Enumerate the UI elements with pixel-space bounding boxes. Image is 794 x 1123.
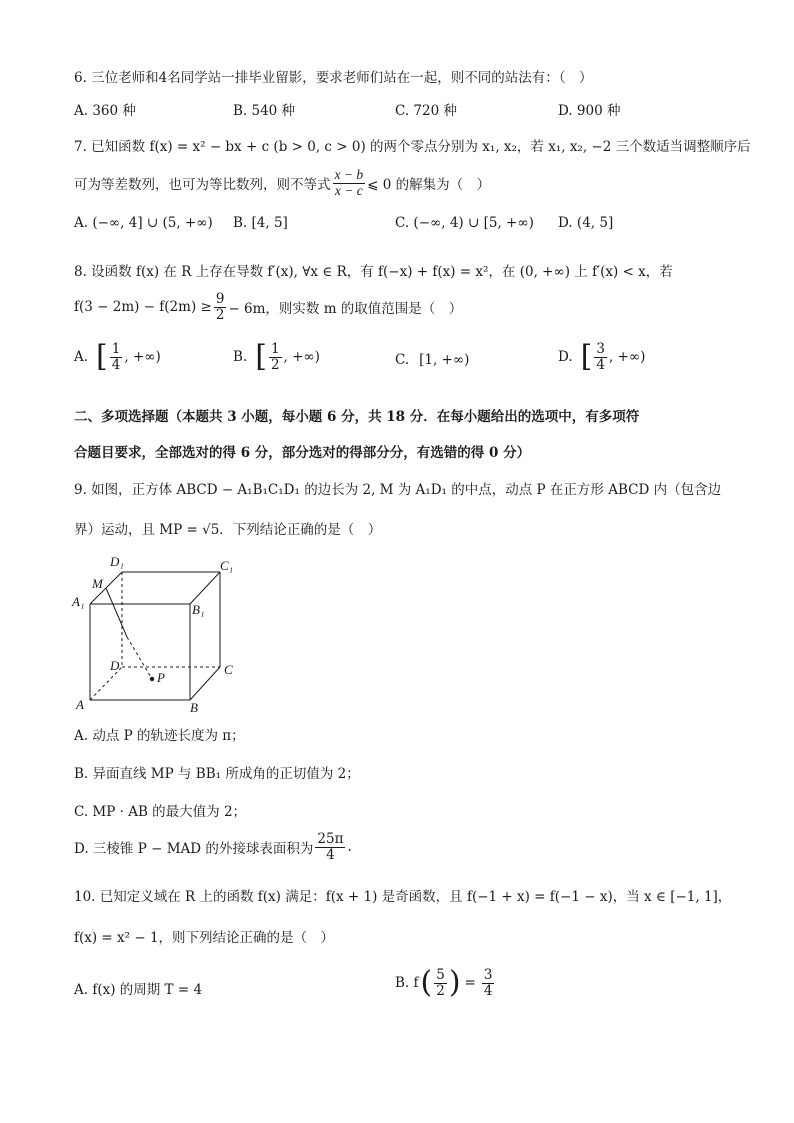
- q10-option-b-equals: =: [464, 975, 476, 992]
- label-a1: A₁: [72, 594, 85, 609]
- q8-line2-text: f(3 − 2m) − f(2m) ≥: [74, 299, 212, 316]
- q8-fraction-numerator: 9: [215, 291, 225, 307]
- q8-option-b-num: 1: [270, 341, 280, 357]
- q6-option-c: C. 720 种: [395, 103, 457, 119]
- q8-option-a-tail: , +∞): [124, 349, 161, 366]
- q8-option-d-label: D.: [558, 349, 573, 366]
- q6-option-b: B. 540 种: [233, 103, 296, 119]
- q8-option-d: [558, 339, 646, 375]
- q8-option-b-tail: , +∞): [283, 349, 320, 366]
- segment-m-p-solid: [106, 588, 127, 637]
- q9-option-d-num: 25π: [317, 831, 344, 847]
- q8-option-d-fraction: [594, 342, 607, 373]
- q9-option-b: B. 异面直线 MP 与 BB₁ 所成角的正切值为 2；: [74, 766, 360, 782]
- q7-fraction-denominator: x − c: [334, 182, 363, 198]
- q9-cube-figure: [70, 552, 250, 714]
- label-c: C: [224, 662, 233, 677]
- q8-option-b-bracket: [: [255, 339, 267, 375]
- q7-line2-text: 可为等差数列，也可为等比数列，则不等式: [74, 177, 331, 194]
- q8-option-a: [74, 339, 161, 375]
- q8-fraction: [214, 292, 227, 323]
- q10-option-a: A. f(x) 的周期 T = 4: [74, 982, 203, 998]
- q7-line2: [74, 168, 490, 199]
- q7-line1: 7. 已知函数 f(x) = x² − bx + c (b > 0, c > 0) 的两个零点分别为 x₁, x₂，若 x₁, x₂, −2 三个数适当调整顺序后: [74, 139, 751, 155]
- label-a: A: [76, 697, 84, 712]
- q8-line1: 8. 设函数 f(x) 在 R 上存在导数 f′(x), ∀x ∈ R，有 f(−x) + f(x) = x²，在 (0, +∞) 上 f′(x) < x，若: [74, 264, 673, 280]
- q9-option-d-den: 4: [326, 846, 335, 863]
- q9-option-d-tail: .: [347, 839, 352, 856]
- q8-option-a-num: 1: [111, 341, 121, 357]
- q7-fraction-numerator: x − b: [334, 167, 364, 182]
- q8-option-d-tail: , +∞): [608, 349, 646, 366]
- q10-line1: 10. 已知定义域在 R 上的函数 f(x) 满足：f(x + 1) 是奇函数，且 f(−1 + x) = f(−1 − x)，当 x ∈ [−1, 1]，: [74, 889, 732, 905]
- q7-option-b: B. [4, 5]: [233, 215, 288, 231]
- label-d1: D₁: [110, 554, 124, 569]
- section2-heading-line1: 二、多项选择题（本题共 3 小题，每小题 6 分，共 18 分．在每小题给出的选项中，有多项符: [74, 409, 640, 425]
- q8-option-a-fraction: [110, 342, 123, 373]
- q8-option-a-den: 4: [111, 356, 121, 373]
- q8-option-d-den: 4: [596, 356, 605, 373]
- label-m: M: [92, 576, 103, 591]
- label-p: P: [157, 670, 165, 685]
- q7-fraction: [333, 168, 366, 199]
- q8-option-c-text: [1, +∞): [419, 352, 470, 368]
- label-b: B: [190, 700, 198, 714]
- q8-option-b-den: 2: [270, 356, 280, 373]
- section2-heading-line2: 合题目要求，全部选对的得 6 分，部分选对的得部分分，有选错的得 0 分）: [74, 445, 531, 461]
- q8-option-b-label: B.: [233, 349, 248, 366]
- q6-stem: 6. 三位老师和4名同学站一排毕业留影，要求老师们站在一起，则不同的站法有：（ ）: [74, 70, 593, 86]
- q10-option-b-text: B. f: [395, 975, 419, 992]
- label-c1: C₁: [220, 558, 234, 573]
- q9-option-a: A. 动点 P 的轨迹长度为 π；: [74, 728, 245, 744]
- q10-option-b-inner-fraction: [434, 968, 447, 999]
- q8-fraction-denominator: 2: [215, 306, 225, 323]
- q10-option-b-den: 4: [483, 982, 493, 999]
- q9-line2: 界）运动，且 MP = √5．下列结论正确的是（ ）: [74, 522, 382, 538]
- q8-option-d-bracket: [: [580, 339, 593, 375]
- segment-m-p-dashed: [127, 637, 152, 679]
- point-p: [150, 677, 154, 681]
- q8-option-b-fraction: [269, 342, 282, 373]
- q10-option-b-lparen: (: [420, 965, 433, 1001]
- q10-option-b-inner-num: 5: [436, 967, 445, 983]
- q9-line1: 9. 如图，正方体 ABCD − A₁B₁C₁D₁ 的边长为 2, M 为 A₁D₁ 的中点，动点 P 在正方形 ABCD 内（包含边: [74, 482, 722, 498]
- q7-option-d: D. (4, 5]: [558, 215, 614, 231]
- q10-line2: f(x) = x² − 1，则下列结论正确的是（ ）: [74, 930, 335, 946]
- q8-option-a-bracket: [: [96, 339, 108, 375]
- q10-option-b-inner-den: 2: [436, 982, 445, 999]
- edge-b-c: [190, 667, 220, 700]
- q9-option-c: C. MP · AB 的最大值为 2；: [74, 804, 247, 820]
- q6-option-d: D. 900 种: [558, 103, 621, 119]
- edge-b1-c1: [190, 572, 220, 604]
- q9-option-d-text: D. 三棱锥 P − MAD 的外接球表面积为: [74, 841, 314, 858]
- q9-option-d: [74, 832, 352, 863]
- q6-option-a: A. 360 种: [74, 103, 136, 119]
- q7-option-c: C. (−∞, 4) ∪ [5, +∞): [395, 215, 534, 231]
- q9-option-d-fraction: [315, 832, 345, 863]
- label-b1: B₁: [192, 602, 205, 617]
- q7-option-a: A. (−∞, 4] ∪ (5, +∞): [74, 215, 213, 231]
- q8-option-d-num: 3: [596, 341, 605, 357]
- q10-option-b: [395, 965, 496, 1001]
- q8-line2-tail: − 6m，则实数 m 的取值范围是（ ）: [228, 301, 463, 318]
- q8-option-a-label: A.: [74, 349, 89, 366]
- q10-option-b-num: 3: [483, 967, 493, 983]
- q8-option-c-label: C.: [395, 352, 410, 368]
- q7-line2-tail: ⩽ 0 的解集为（ ）: [367, 177, 491, 194]
- q10-option-b-rparen: ): [448, 965, 461, 1001]
- q8-option-c: [395, 352, 469, 368]
- q10-option-b-fraction: [482, 968, 495, 999]
- label-d: D: [110, 658, 120, 673]
- q8-option-b: [233, 339, 320, 375]
- q8-line2: [74, 292, 462, 323]
